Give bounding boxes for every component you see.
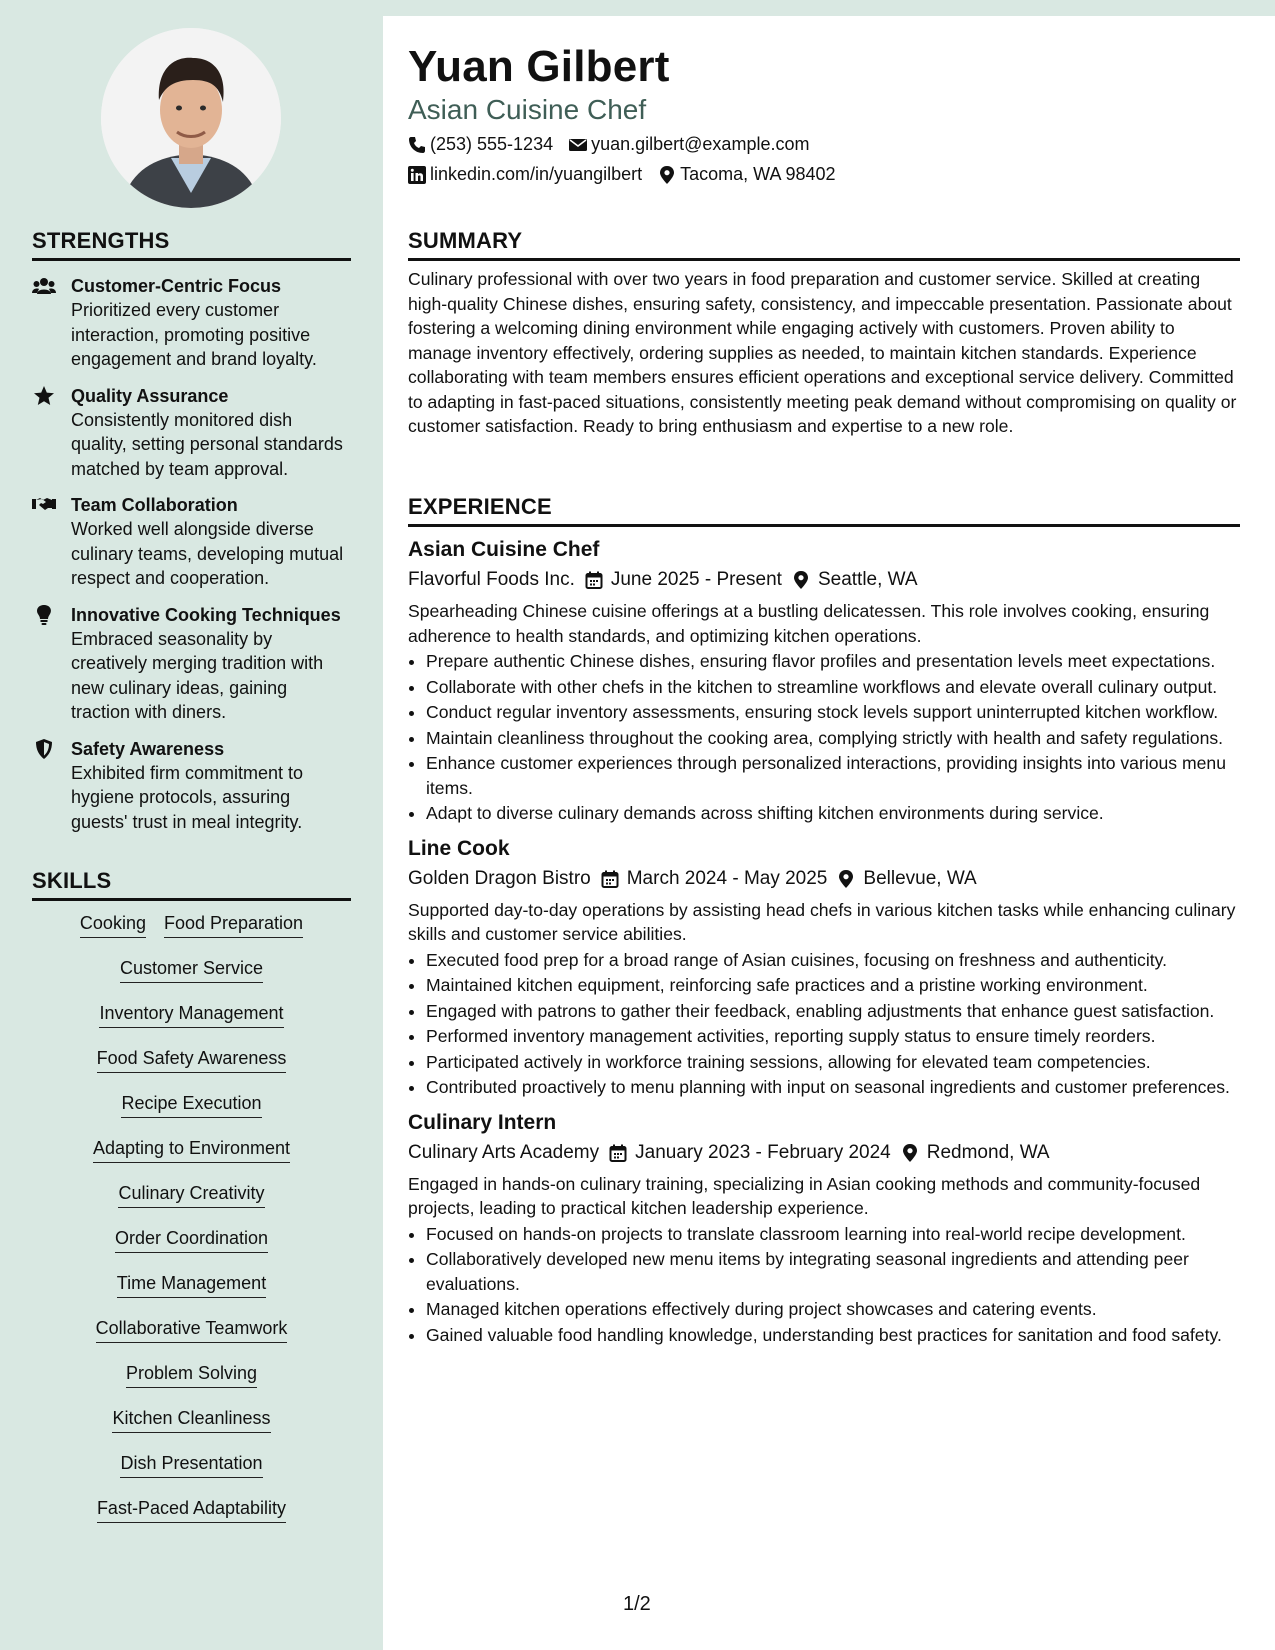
strength-desc: Consistently monitored dish quality, setting personal standards matched by team approval. [71,409,343,479]
portrait-image [101,28,281,208]
phone-icon [408,136,426,154]
candidate-name: Yuan Gilbert [408,42,670,91]
strength-item [32,274,351,372]
company-name: Golden Dragon Bistro [408,867,591,889]
skill-tag: Problem Solving [126,1361,257,1388]
strength-title: Customer-Centric Focus [71,276,282,296]
list-item: • Collaborate with other chefs in the kitchen to streamline workflows and elevate overall culinary output. [426,675,1240,700]
job-description: Supported day-to-day operations by assisting head chefs in various kitchen tasks while enhancing culinary skills and customer service abilities. [408,899,1236,944]
job-bullets [408,649,1240,826]
handshake-icon [32,495,56,515]
skill-tag: Collaborative Teamwork [96,1316,288,1343]
strength-item [32,493,351,591]
strength-item [32,737,351,835]
summary-section [408,228,1240,439]
job-title: Line Cook [408,836,510,860]
list-item: • Maintained kitchen equipment, reinforcing safe practices and a pristine working environment. [426,973,1240,998]
location-pin-icon [901,1144,919,1162]
location-text: Tacoma, WA 98402 [680,164,836,184]
strength-desc: Worked well alongside diverse culinary teams, developing mutual respect and cooperation. [71,519,344,588]
summary-text: Culinary professional with over two years in food preparation and customer service. Skilled at creating high-quality Chinese dishes, ensuring safety, consistency, and impeccable presentation. Passionate about fostering a welcoming dining environment while engaging actively with customers. Proven ability to manage inventory effectively, ordering supplies as needed, to maintain kitchen standards. Experience collaborating with team members ensures efficient operations and exceptional service delivery. Committed to adapting in fast-paced situations, consistently meeting peak demand without compromising on quality or customer satisfaction. Ready to bring enthusiasm and expertise to a new role. [408,269,1237,436]
skill-tag: Cooking [80,911,146,938]
strengths-heading: STRENGTHS [32,228,351,261]
company-name: Flavorful Foods Inc. [408,569,575,590]
skill-tag: Culinary Creativity [118,1181,264,1208]
skills-list [32,911,351,1541]
star-icon [32,386,56,406]
list-item: • Gained valuable food handling knowledge, understanding best practices for sanitation and food safety. [426,1323,1240,1348]
list-item: • Collaboratively developed new menu items by integrating seasonal ingredients and attending peer evaluations. [426,1247,1240,1296]
users-icon [32,276,56,296]
candidate-title: Asian Cuisine Chef [408,94,647,125]
list-item: • Enhance customer experiences through personalized interactions, providing insights into various menu items. [426,751,1240,800]
email-icon [569,136,587,154]
skill-tag: Food Safety Awareness [97,1046,287,1073]
list-item: • Executed food prep for a broad range of Asian cuisines, focusing on freshness and authenticity. [426,948,1240,973]
sidebar [0,0,383,1650]
skill-tag: Food Preparation [164,911,303,938]
linkedin-icon [408,166,426,184]
strength-desc: Exhibited firm commitment to hygiene protocols, assuring guests' trust in meal integrity. [71,762,304,832]
strength-desc: Embraced seasonality by creatively merging tradition with new culinary ideas, gaining traction with diners. [71,628,324,722]
job-location: Seattle, WA [817,569,918,590]
location-pin-icon [658,166,676,184]
skill-tag: Dish Presentation [120,1451,262,1478]
job-description: Engaged in hands-on culinary training, specializing in Asian cooking methods and community-focused projects, leading to practical kitchen leadership experience. [408,1173,1201,1218]
list-item: • Managed kitchen operations effectively during project showcases and catering events. [426,1297,1240,1322]
skill-tag: Recipe Execution [121,1091,261,1118]
strengths-section [32,228,351,834]
profile-photo [101,28,281,208]
job-dates: January 2023 - February 2024 [635,1141,891,1163]
job-entry [408,834,1240,1100]
job-bullets [408,948,1240,1100]
summary-heading: SUMMARY [408,228,1240,261]
skill-tag: Time Management [117,1271,266,1298]
skills-section [32,868,351,1541]
skill-tag: Kitchen Cleanliness [112,1406,270,1433]
strength-title: Quality Assurance [71,385,229,406]
company-name: Culinary Arts Academy [408,1141,600,1163]
skill-tag: Adapting to Environment [93,1136,290,1163]
page-number: 1/2 [623,1593,651,1615]
linkedin-link[interactable]: linkedin.com/in/yuangilbert [430,164,643,184]
list-item: • Performed inventory management activities, reporting supply status to ensure timely reorders. [426,1024,1240,1049]
contact-row-1 [408,134,809,155]
skill-tag: Inventory Management [99,1001,283,1028]
list-item: • Focused on hands-on projects to translate classroom learning into real-world recipe development. [426,1222,1240,1247]
job-dates: March 2024 - May 2025 [626,867,828,889]
job-entry [408,535,1240,826]
skill-tag: Order Coordination [115,1226,268,1253]
location-pin-icon [792,571,810,589]
job-bullets [408,1222,1240,1348]
job-description: Spearheading Chinese cuisine offerings at a bustling delicatessen. This role involves cooking, ensuring adherence to health standards, and optimizing kitchen operations. [408,601,1210,646]
job-title: Culinary Intern [408,1110,557,1134]
lightbulb-icon [32,605,56,625]
list-item: • Conduct regular inventory assessments, ensuring stock levels support uninterrupted kitchen workflow. [426,700,1240,725]
job-location: Bellevue, WA [863,867,977,889]
skill-tag: Fast-Paced Adaptability [97,1496,286,1523]
calendar-icon [585,571,603,589]
experience-heading: EXPERIENCE [408,494,1240,527]
list-item: • Engaged with patrons to gather their feedback, enabling adjustments that enhance guest satisfaction. [426,999,1240,1024]
experience-section [408,494,1240,1347]
strength-title: Innovative Cooking Techniques [71,604,341,625]
skill-tag: Customer Service [120,956,263,983]
strength-item [32,384,351,482]
contact-row-2 [408,164,836,185]
job-entry [408,1108,1240,1348]
calendar-icon [601,870,619,888]
skills-heading: SKILLS [32,868,351,901]
main-content [383,16,1275,1650]
strength-title: Team Collaboration [71,495,238,515]
strength-title: Safety Awareness [71,738,225,759]
strength-desc: Prioritized every customer interaction, promoting positive engagement and brand loyalty. [71,300,317,369]
location-pin-icon [837,870,855,888]
list-item: • Prepare authentic Chinese dishes, ensuring flavor profiles and presentation levels meet expectations. [426,649,1240,674]
phone-number: (253) 555-1234 [430,134,554,154]
list-item: • Adapt to diverse culinary demands across shifting kitchen environments during service. [426,801,1240,826]
list-item: • Contributed proactively to menu planning with input on seasonal ingredients and customer preferences. [426,1075,1240,1100]
job-dates: June 2025 - Present [610,569,782,590]
job-title: Asian Cuisine Chef [408,538,600,561]
calendar-icon [609,1144,627,1162]
shield-icon [32,739,56,759]
list-item: • Maintain cleanliness throughout the cooking area, complying strictly with health and safety regulations. [426,726,1240,751]
strength-item [32,603,351,725]
email-link[interactable]: yuan.gilbert@example.com [591,134,810,154]
job-location: Redmond, WA [926,1141,1050,1163]
list-item: • Participated actively in workforce training sessions, allowing for elevated team competencies. [426,1050,1240,1075]
